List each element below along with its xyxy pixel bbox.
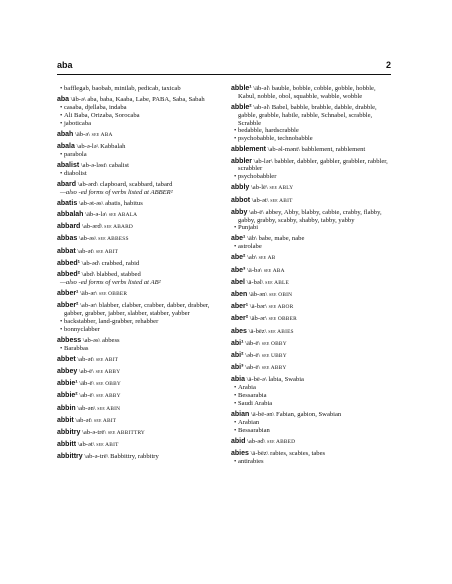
entry-first-line: [57, 290, 217, 299]
entry-sub-line: • backstabber, land-grabber, rehabber: [57, 318, 217, 326]
dictionary-entry: [57, 181, 217, 197]
headword: abblement: [231, 146, 267, 154]
entry-text: \ab-ē\: [79, 392, 96, 400]
entry-first-line: [57, 162, 217, 170]
entry-text: \ab-ə-trē\: [82, 428, 108, 436]
entry-text: \äb-ē\: [245, 339, 262, 347]
headword: abah: [57, 130, 74, 138]
dictionary-entry: [57, 143, 217, 159]
entry-first-line: [231, 450, 391, 458]
entry-text: \ā-bē-ən\ Fabian, gabion, Swabian: [250, 410, 342, 418]
cross-reference: see ABBITTRY: [107, 429, 146, 436]
dictionary-entry: [57, 392, 217, 401]
entry-text: \äb-ən\: [249, 291, 269, 299]
cross-reference: see ABIT: [96, 442, 119, 449]
entry-first-line: [231, 340, 391, 349]
headword: abbess: [57, 336, 82, 344]
entry-first-line: [57, 181, 217, 189]
entry-text: \ab\: [247, 254, 259, 262]
cross-reference: see OBBY: [95, 381, 121, 388]
entry-first-line: [231, 364, 391, 373]
headword: abbed¹: [57, 259, 80, 267]
entry-first-line: [231, 254, 391, 263]
headword: abatis: [57, 199, 78, 207]
entry-text: \ab-əd\: [247, 437, 268, 445]
dictionary-entry: [231, 279, 391, 288]
dictionary-entry: [231, 235, 391, 251]
entry-first-line: [57, 143, 217, 151]
dictionary-entry: [231, 104, 391, 143]
dictionary-entry: [57, 260, 217, 268]
entry-text: \ā-bē-ə\ labia, Swabia: [246, 376, 304, 384]
cross-reference: see OBBER: [268, 316, 297, 323]
entry-text: \ā-bəl\: [246, 278, 266, 286]
entry-text: \ab-ət\: [77, 355, 96, 363]
entry-first-line: [231, 85, 391, 101]
entry-text: \āb\ babe, mabe, nabe: [247, 235, 305, 243]
entry-text: \ab-əd\ crabbed, rabid: [81, 259, 140, 267]
dictionary-entry: [231, 303, 391, 312]
headword: aber¹: [231, 303, 249, 311]
entry-text: \ab-ə-ləst\ cabalist: [80, 161, 129, 169]
dictionary-entry: [231, 267, 391, 276]
dictionary-entry: [57, 405, 217, 414]
entry-first-line: [57, 441, 217, 450]
headword: abber²: [57, 302, 79, 310]
entry-first-line: [231, 328, 391, 337]
entry-first-line: [57, 200, 217, 208]
headword: abi²: [231, 351, 244, 359]
headword: abbler: [231, 157, 253, 165]
entry-sub-line: • psychobabble, technobabble: [231, 135, 391, 143]
headword: abia: [231, 376, 246, 384]
dictionary-entry: [57, 235, 217, 244]
entry-first-line: [231, 376, 391, 384]
entry-first-line: [231, 315, 391, 324]
entry-first-line: [57, 235, 217, 244]
entry-first-line: [57, 417, 217, 426]
cross-reference: see ABBESS: [98, 236, 129, 243]
entry-first-line: [231, 197, 391, 206]
headword: abbit: [57, 416, 74, 424]
entry-sub-line: • psychobabbler: [231, 173, 391, 181]
headword: abble¹: [231, 85, 252, 92]
entry-text: \äb-ər\: [80, 290, 99, 298]
dictionary-entry: [231, 450, 391, 466]
entry-first-line: [57, 405, 217, 414]
right-column: [231, 85, 391, 469]
cross-reference: see ABA: [91, 131, 113, 138]
headword: abbat: [57, 247, 76, 255]
headword: aber²: [231, 315, 249, 323]
entry-text: \ab-ə-trē\ Babbittry, rabbitry: [84, 453, 159, 461]
cross-reference: see ABBY: [261, 365, 287, 372]
headword: abes: [231, 327, 247, 335]
dictionary-entry: [57, 453, 217, 461]
entry-text: \ab-ē\ abbey, Abby, blabby, cabbie, crabby, flabby, gabby, grabby, scabby, shabby, tabby, yabby: [238, 208, 382, 224]
entry-sub-line: • Saudi Arabia: [231, 400, 391, 408]
entry-text: \ab-ē\: [78, 367, 96, 375]
cross-reference: see AB: [258, 255, 276, 262]
cross-reference: see ABLE: [265, 279, 290, 286]
entry-sub-line: • Punjabi: [231, 224, 391, 232]
cross-reference: see ABIT: [93, 417, 117, 424]
dictionary-entry: [231, 364, 391, 373]
entry-first-line: [57, 271, 217, 279]
entry-sub-line: • antirabies: [231, 458, 391, 466]
headword: abbed²: [57, 271, 80, 279]
entry-first-line: [57, 96, 217, 104]
entry-first-line: [57, 392, 217, 401]
headword: abby: [231, 208, 248, 216]
entry-text: \ab-ət\: [77, 441, 97, 449]
cross-reference: see OBIN: [268, 292, 293, 299]
dictionary-entry: [57, 337, 217, 353]
entry-text: \ā-bēz\: [248, 327, 269, 335]
entry-text: \ab-əl-mənt\ babblement, rabblement: [267, 146, 366, 154]
entry-first-line: [57, 223, 217, 232]
dictionary-entry: [231, 291, 391, 300]
entry-text: \ab-əl\ Babel, babble, brabble, dabble, drabble, gabble, grabble, habile, rabble, Schnabel, scrabble, Scrabble: [238, 103, 377, 127]
dictionary-entry: [57, 441, 217, 450]
entry-first-line: [57, 429, 217, 438]
entry-first-line: [231, 267, 391, 276]
entry-first-line: [57, 248, 217, 257]
entry-sub-line: • Ali Baba, Orizaba, Sorocaba: [57, 112, 217, 120]
dictionary-entry: [231, 411, 391, 434]
entry-note: —also -ed forms of verbs listed at AB²: [60, 278, 161, 286]
dictionary-entry: [57, 356, 217, 365]
headword: abe³: [231, 266, 246, 274]
entry-text: \əb-ē\: [245, 351, 262, 359]
entry-text: \ab-ərd\: [82, 223, 105, 231]
entry-text: \äb-ər\: [249, 315, 269, 323]
headword: abbin: [57, 404, 76, 412]
page-header: [57, 60, 391, 75]
entry-text: \ab-əs\: [78, 235, 99, 243]
entry-first-line: [231, 303, 391, 312]
entry-sub-line: • Bessarabian: [231, 427, 391, 435]
entry-sub-line: • parabola: [57, 151, 217, 159]
dictionary-entry: [57, 417, 217, 426]
dictionary-entry: [231, 376, 391, 407]
entry-first-line: [231, 158, 391, 174]
headword: abbey: [57, 367, 78, 375]
headword: abbas: [57, 235, 78, 243]
cross-reference: see ABBED: [267, 438, 296, 445]
entry-text: \ä-bə\: [247, 266, 264, 274]
entry-text: \ab-ət\: [251, 196, 271, 204]
entry-text: \äb-əl\ bauble, bobble, cobble, gobble, hobble, Kabul, nobble, obol, squabble, wabble, wobble: [238, 85, 376, 100]
headword: abard: [57, 180, 77, 188]
dictionary-entry: [57, 271, 217, 287]
dictionary-entry: [57, 131, 217, 140]
entry-text: \ab-əs\ abbess: [82, 336, 120, 344]
entry-text: \ab-ə-lə\ Kabbalah: [76, 142, 126, 150]
headword: abbalah: [57, 211, 84, 219]
dictionary-entry: [57, 162, 217, 178]
entry-text: \äb-ə\ aba, baba, Kaaba, Labe, PABA, Saba, Sabah: [70, 96, 205, 104]
cross-reference: see ABALA: [108, 212, 138, 219]
cross-reference: see ABIN: [97, 405, 121, 412]
dictionary-entry: [231, 209, 391, 232]
entry-first-line: [231, 352, 391, 361]
entry-sub-line: • Barabbas: [57, 345, 217, 353]
entry-first-line: [231, 235, 391, 243]
left-column: [57, 85, 217, 464]
entry-first-line: [231, 279, 391, 288]
headword: aben: [231, 291, 248, 299]
entry-first-line: [57, 131, 217, 140]
entry-sub-line: • Bessarabia: [231, 392, 391, 400]
dictionary-entry: [231, 315, 391, 324]
entry-sub-line: • Arabia: [231, 384, 391, 392]
dictionary-entry: [231, 197, 391, 206]
entry-text: \ab-ē\: [245, 364, 262, 372]
headword: abi¹: [231, 339, 244, 347]
entry-text: \äb-ē\: [79, 380, 96, 388]
headword: abala: [57, 142, 75, 150]
dictionary-entry: [231, 328, 391, 337]
headword: abalist: [57, 161, 80, 169]
entry-text: \äb-ə-lə\: [85, 211, 109, 219]
entry-first-line: [57, 211, 217, 220]
cross-reference: see ABIT: [95, 248, 119, 255]
entry-first-line: [231, 209, 391, 225]
entry-text: \ab-ər\ blabber, clabber, crabber, dabber, drabber, gabber, grabber, jabber, slabber, stabber, yabber: [64, 302, 210, 317]
dictionary-entry: [231, 184, 391, 193]
headword: abbet: [57, 355, 76, 363]
entry-text: \ab-lər\ babbler, dabbler, gabbler, grabbler, rabbler, scrabbler: [238, 157, 388, 173]
dictionary-entry: [231, 85, 391, 101]
entry-text: \ab-ət\: [77, 247, 96, 255]
dictionary-entry: [57, 96, 217, 127]
dictionary-entry: [231, 438, 391, 447]
dictionary-entry: [231, 254, 391, 263]
entry-first-line: [57, 337, 217, 345]
entry-sub-line: • jaboticaba: [57, 120, 217, 128]
headword: abi³: [231, 364, 244, 372]
entry-text: \ab-lē\: [250, 184, 270, 192]
cross-reference: see UBBY: [261, 352, 287, 359]
cross-reference: see ABIT: [270, 197, 293, 204]
entry-first-line: [231, 104, 391, 127]
entry-first-line: [57, 260, 217, 268]
entry-text: \ab-ən\: [77, 404, 98, 412]
entry-first-line: [57, 356, 217, 365]
headword: abid: [231, 437, 246, 445]
dictionary-entry: [57, 429, 217, 438]
dictionary-entry: [57, 380, 217, 389]
headword: abian: [231, 410, 250, 418]
entry-first-line: [57, 453, 217, 461]
entry-sub-line: • astrolabe: [231, 243, 391, 251]
entry-text: \ab-ərd\ clapboard, scabbard, tabard: [77, 180, 173, 188]
headword: abbly: [231, 184, 250, 192]
dictionary-entry: [231, 352, 391, 361]
entry-first-line: [231, 291, 391, 300]
entry-sub-line: • diabolist: [57, 170, 217, 178]
entry-text: \ā-bēz\ rabies, scabies, tabes: [250, 449, 326, 457]
cross-reference: see ABBY: [95, 393, 121, 400]
headword: abble²: [231, 103, 252, 111]
headword: abbard: [57, 223, 81, 231]
entry-first-line: [231, 184, 391, 193]
headword: abbie¹: [57, 380, 78, 388]
headword: abbie²: [57, 392, 78, 400]
entry-first-line: [57, 368, 217, 377]
entry-text: \ā-bər\: [249, 303, 269, 311]
cross-reference: see ABARD: [104, 224, 133, 231]
entry-sub-line: • bafflegab, baobab, minilab, pedicab, taxicab: [57, 85, 217, 93]
entry-text: \äb-ə\: [75, 130, 92, 138]
dictionary-entry: [57, 211, 217, 220]
headword: abbittry: [57, 453, 83, 461]
entry-first-line: [231, 411, 391, 419]
cross-reference: see ABLY: [269, 185, 294, 192]
headword: abies: [231, 449, 249, 457]
entry-sub-line: • casaba, djellaba, indaba: [57, 104, 217, 112]
entry-text: \abd\ blabbed, stabbed: [81, 271, 141, 279]
headword: abel: [231, 278, 246, 286]
cross-reference: see OBBY: [261, 340, 287, 347]
entry-first-line: [231, 146, 391, 154]
dictionary-entry: [231, 340, 391, 349]
dictionary-entry: [57, 200, 217, 208]
entry-first-line: [57, 380, 217, 389]
headword: abber¹: [57, 290, 79, 298]
entry-note: —also -ed forms of verbs listed at ABBER²: [60, 188, 173, 196]
dictionary-entry: [57, 290, 217, 299]
entry-sub-line: • Arabian: [231, 419, 391, 427]
guide-word: aba: [57, 60, 73, 70]
cross-reference: see ABA: [263, 267, 285, 274]
dictionary-entry: [57, 302, 217, 333]
cross-reference: see ABIES: [268, 328, 294, 335]
cross-reference: see OBBER: [98, 291, 128, 298]
cross-reference: see ABOR: [268, 304, 294, 311]
headword: abbitt: [57, 441, 77, 449]
entry-text: \ab-ət\: [75, 416, 94, 424]
headword: abbitry: [57, 428, 81, 436]
headword: aba: [57, 96, 70, 104]
headword: abbot: [231, 196, 251, 204]
entry-text: \ab-ət-əs\ abatis, habitus: [78, 199, 143, 207]
dictionary-entry: [57, 223, 217, 232]
entry-sub-line: • bonnyclabber: [57, 326, 217, 334]
page-number: 2: [385, 60, 391, 70]
dictionary-entry: [231, 146, 391, 154]
entry-first-line: [231, 438, 391, 447]
dictionary-entry: [57, 248, 217, 257]
entry-first-line: [57, 302, 217, 318]
dictionary-entry: [57, 368, 217, 377]
dictionary-entry: [231, 158, 391, 181]
dictionary-entry: [57, 85, 217, 93]
headword: abe²: [231, 254, 246, 262]
cross-reference: see ABIT: [95, 356, 119, 363]
cross-reference: see ABBY: [95, 368, 121, 375]
entry-sub-line: • bedabble, hardscrabble: [231, 127, 391, 135]
headword: abe¹: [231, 235, 246, 243]
